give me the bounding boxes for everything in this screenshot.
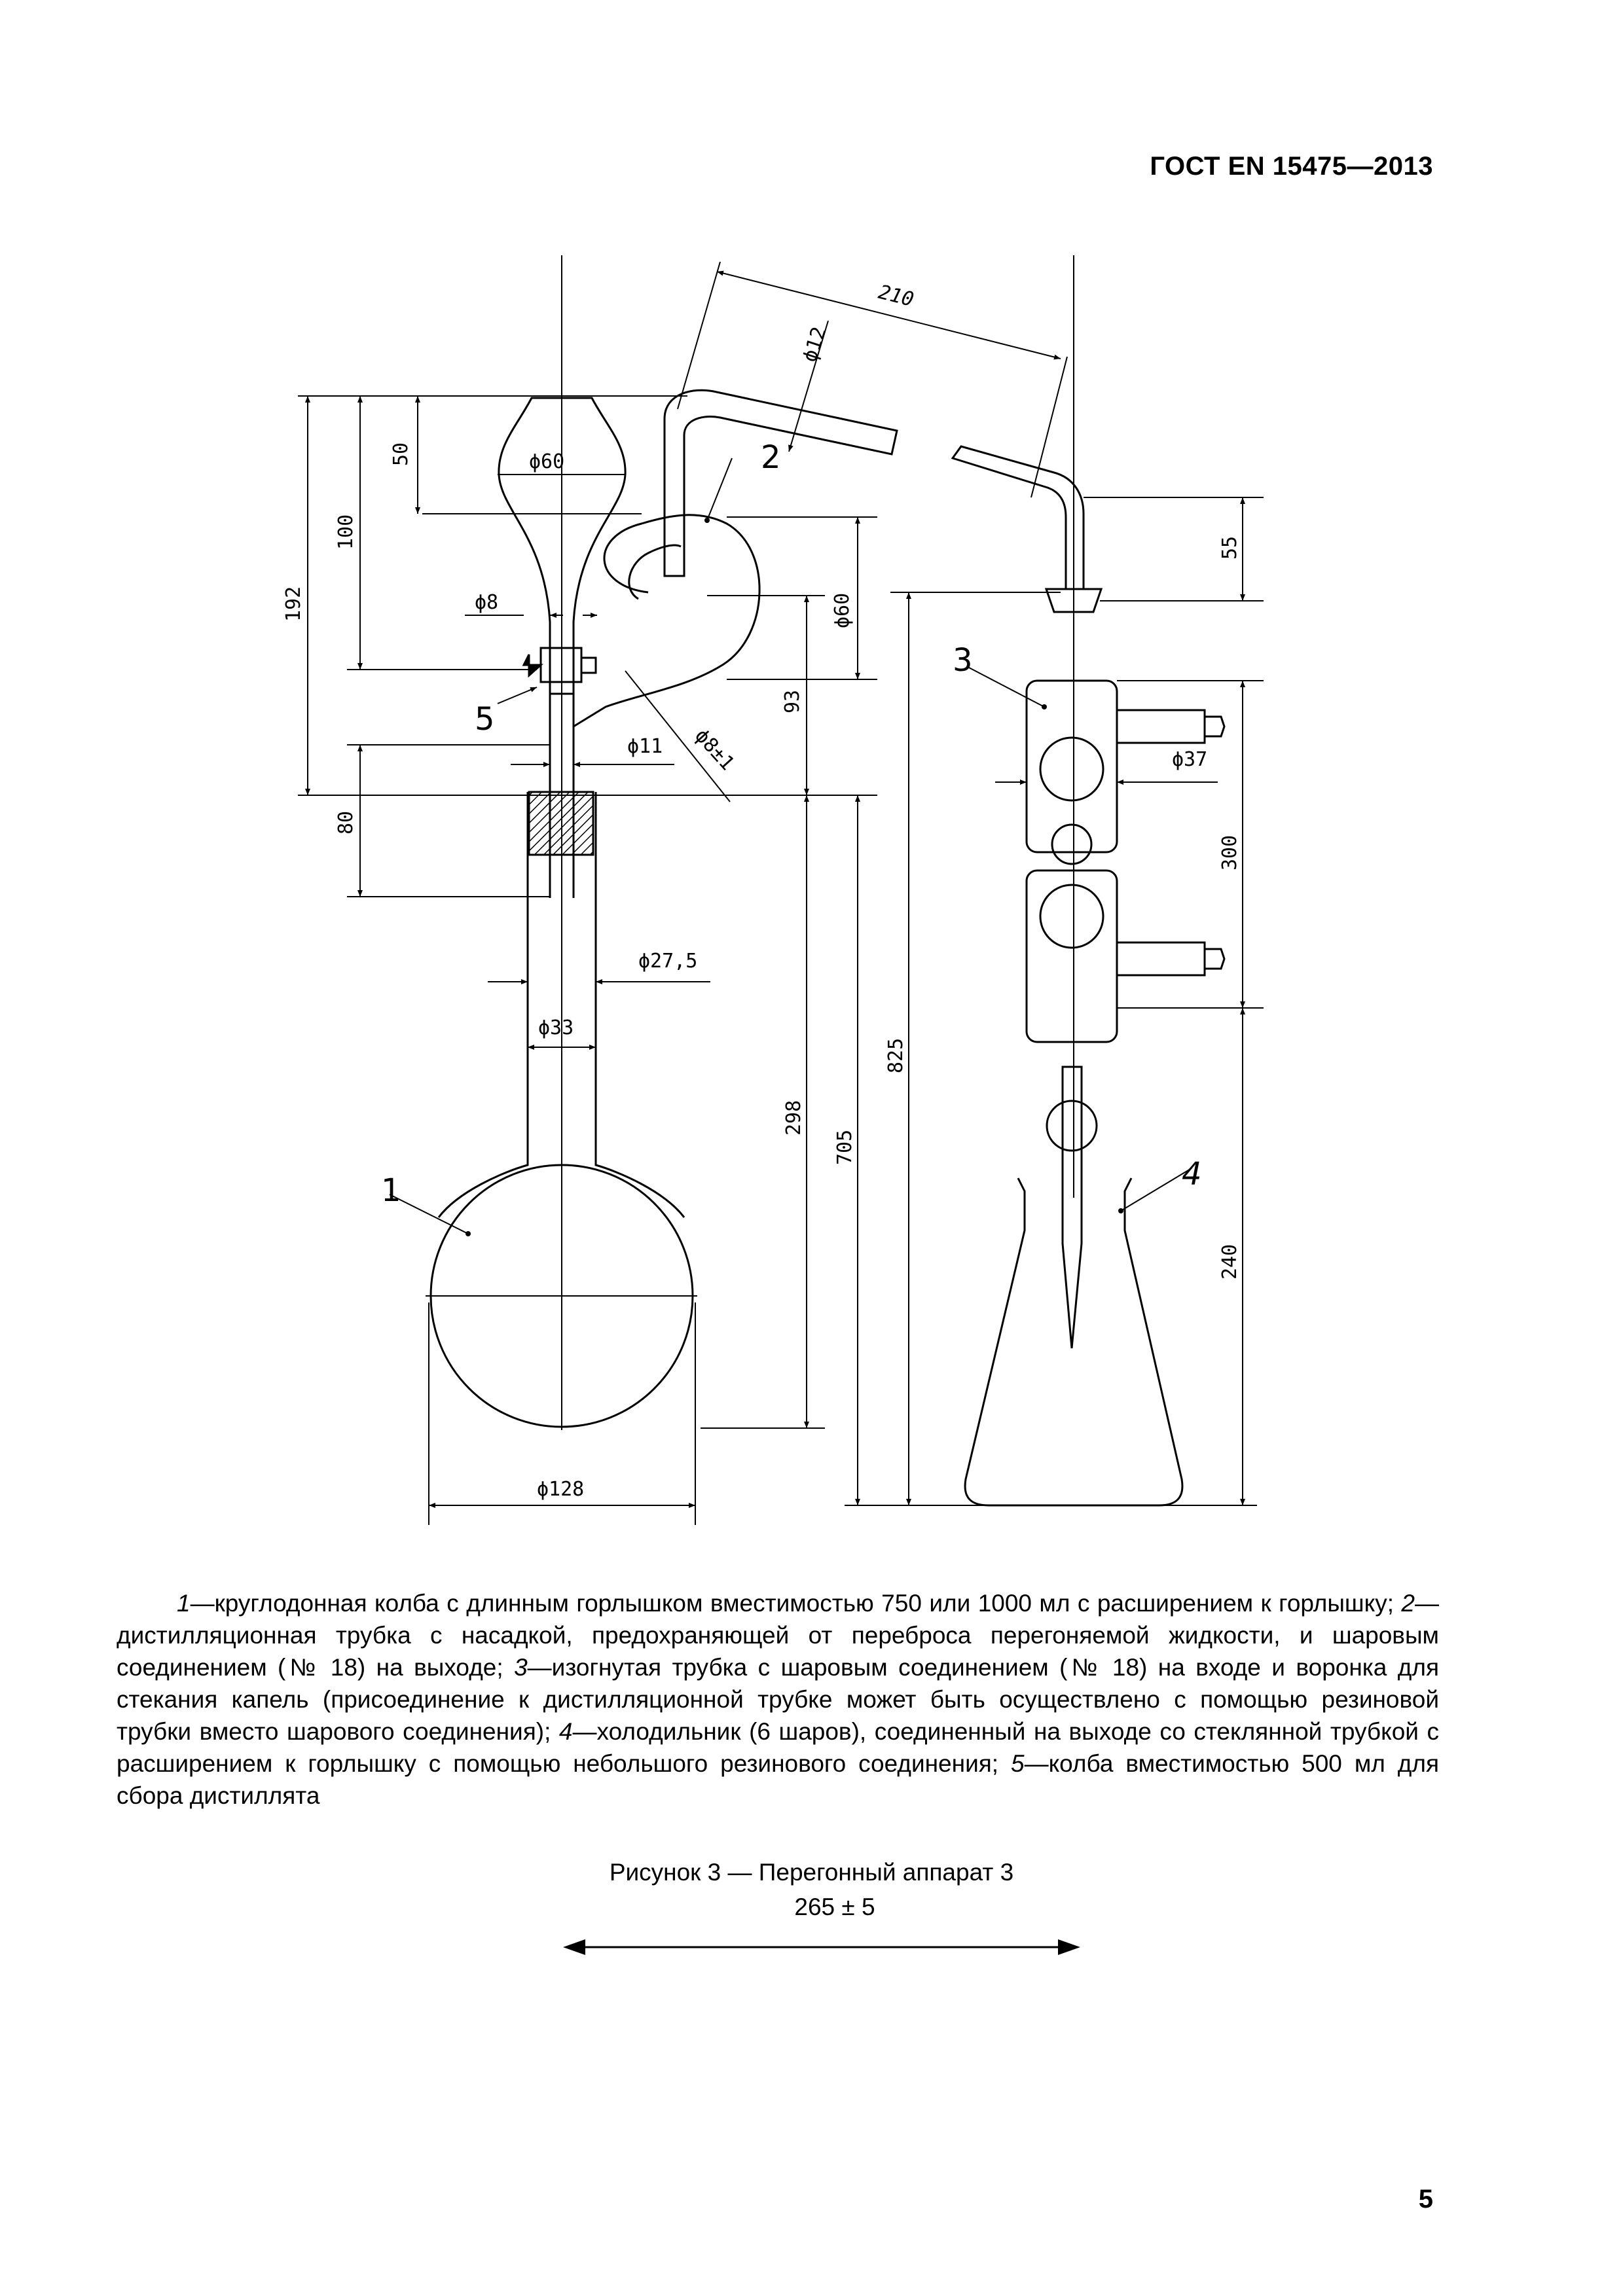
dim-93: 93 [781, 689, 804, 713]
label-3: 3 [953, 642, 973, 679]
document-header: ГОСТ EN 15475—2013 [1150, 152, 1433, 181]
dim-phi60-funnel: ϕ60 [529, 450, 565, 473]
dim-phi11: ϕ11 [627, 735, 663, 758]
bent-tube-2 [665, 390, 897, 576]
label-5: 5 [475, 701, 495, 738]
figure-legend [117, 1587, 1439, 1812]
dim-phi12: ϕ12 [798, 324, 831, 365]
dim-55: 55 [1218, 535, 1241, 560]
legend-text-1: —круглодонная колба с длинным горлышком вместимостью 750 или 1000 мл с расширением к горлышку; [190, 1590, 1402, 1617]
dim-80: 80 [335, 810, 357, 834]
label-1: 1 [381, 1172, 401, 1209]
dim-phi27-5: ϕ27,5 [638, 950, 698, 973]
dim-240: 240 [1218, 1244, 1241, 1280]
figure-caption: Рисунок 3 — Перегонный аппарат 3 [609, 1859, 1014, 1886]
label-4: 4 [1182, 1156, 1202, 1193]
dim-705: 705 [833, 1129, 856, 1165]
condenser-lower [1027, 870, 1117, 1042]
dim-825: 825 [884, 1037, 907, 1073]
legend-text-3: —изогнутая трубка с шаровым соединением (№ 18) на входе и воронка для стекания капель (присоединение к дистилляционной трубке может быть осуществлено с помощью резиновой трубки вместо шарового соединения); [117, 1654, 1439, 1745]
legend-num-1: 1 [177, 1590, 191, 1617]
bent-tube-3 [953, 446, 1084, 589]
dim-50: 50 [390, 442, 412, 466]
dim-phi33: ϕ33 [538, 1016, 574, 1039]
dim-phi37: ϕ37 [1172, 748, 1208, 771]
erlenmeyer-flask-4 [965, 1178, 1182, 1505]
dim-192: 192 [282, 586, 305, 622]
legend-text-2: —дистилляционная трубка с насадкой, предохраняющей от переброса перегоняемой жидкости, и шаровым соединением (№ 18) на выходе; [117, 1590, 1439, 1681]
tolerance-dimension: 265 ± 5 [794, 1893, 875, 1920]
neck-outer [439, 792, 528, 1217]
dim-210: 210 [876, 280, 917, 312]
dim-phi8pm1: ϕ8±1 [690, 724, 739, 776]
stopper-hatched [529, 792, 593, 855]
page-number: 5 [1418, 2185, 1433, 2214]
dim-298: 298 [782, 1100, 805, 1136]
dim-phi60-bulb: ϕ60 [831, 592, 854, 628]
dim-phi8: ϕ8 [475, 591, 499, 614]
legend-num-2: 2 [1401, 1590, 1415, 1617]
dim-300: 300 [1218, 834, 1241, 870]
legend-text-5: —колба вместимостью 500 мл для сбора дистиллята [117, 1750, 1439, 1809]
outlet-tube [1063, 1067, 1082, 1348]
double-arrow-icon [563, 1934, 1080, 1960]
legend-num-4: 4 [558, 1718, 573, 1745]
dim-phi128: ϕ128 [537, 1478, 585, 1501]
legend-num-5: 5 [1010, 1750, 1025, 1777]
label-2: 2 [761, 439, 781, 476]
dim-100: 100 [335, 514, 357, 550]
legend-text-4: —холодильник (6 шаров), соединенный на выходе со стеклянной трубкой с расширением к горлышку с помощью небольшого резинового соединения; [117, 1718, 1439, 1777]
legend-num-3: 3 [514, 1654, 528, 1681]
